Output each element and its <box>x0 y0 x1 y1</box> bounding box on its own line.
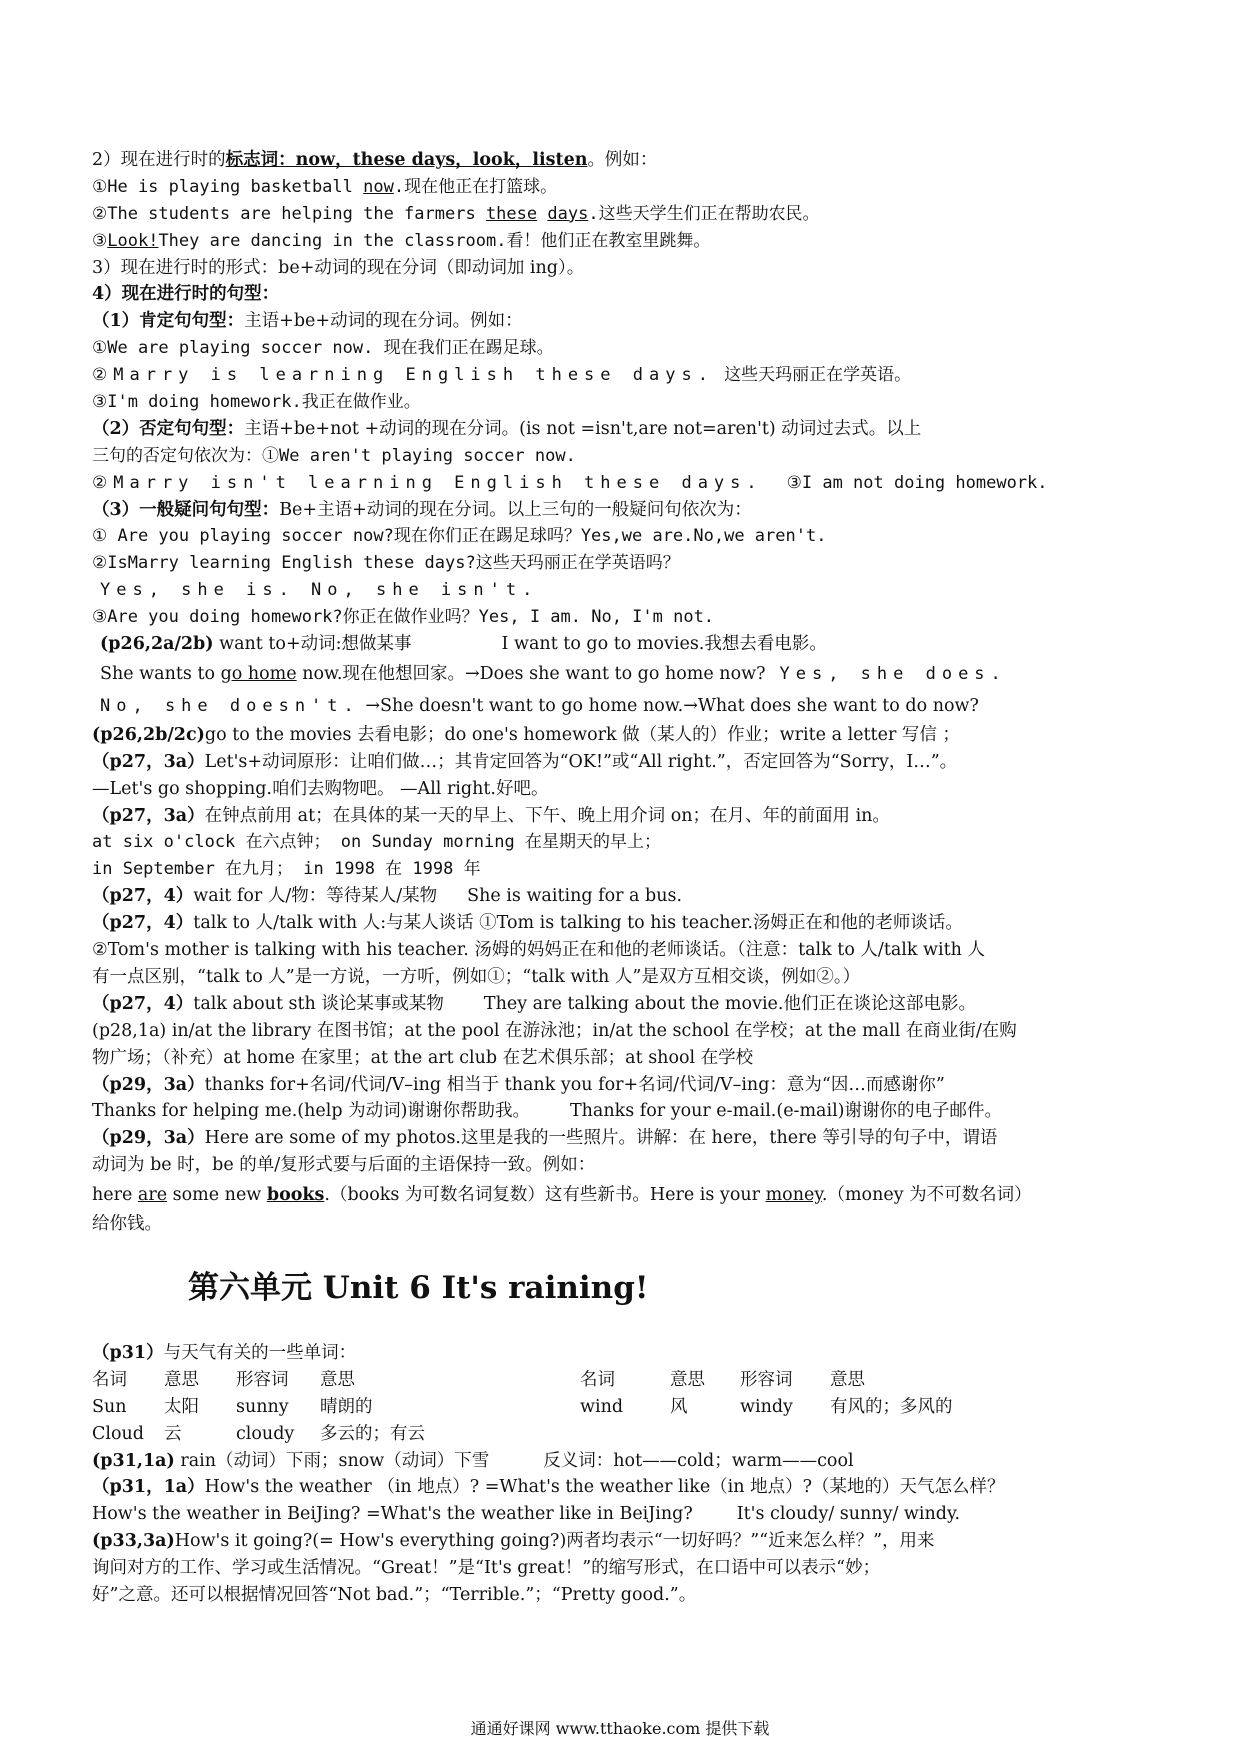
text-run: Thanks for your e-mail.(e-mail)谢谢你的电子邮件。 <box>569 1101 1003 1122</box>
text-line <box>92 308 1172 335</box>
heading-line: 4）现在进行时的句型： <box>92 284 280 305</box>
text-line <box>92 1072 1172 1099</box>
text-run: ③ <box>92 230 108 251</box>
bold-label: （p29，3a） <box>92 1074 205 1095</box>
bold-label: （p27，4） <box>92 993 194 1014</box>
vocab-cell: windy <box>740 1396 793 1417</box>
text-line: ②Tom's mother is talking with his teacher. 汤姆的妈妈正在和他的老师谈话。（注意：talk to 人/talk with 人 <box>92 940 985 961</box>
text-run: I want to go to movies.我想去看电影。 <box>501 634 827 655</box>
vocab-cell: cloudy <box>236 1423 295 1444</box>
vocab-cell: sunny <box>236 1396 289 1417</box>
text-run: It's cloudy/ sunny/ windy. <box>736 1504 961 1525</box>
vocab-cell: 名词 <box>580 1369 615 1390</box>
vocab-cell: Sun <box>92 1396 127 1417</box>
text-line: 好”之意。还可以根据情况回答“Not bad.”；“Terrible.”；“Pretty good.”。 <box>92 1585 697 1606</box>
text-line <box>92 722 1172 749</box>
text-run: How's the weather in BeiJing? =What's the weather like in BeiJing? <box>92 1504 693 1525</box>
text-line <box>92 1098 1172 1125</box>
text-run: 与天气有关的一些单词： <box>163 1343 357 1363</box>
vocab-cell: Cloud <box>92 1423 144 1444</box>
text-line <box>92 362 1172 389</box>
bold-label: (p31,1a) <box>92 1450 175 1471</box>
bold-label: (p26,2b/2c) <box>92 724 205 745</box>
text-run: thanks for+名词/代词/V–ing 相当于 thank you for+名词/代词/V–ing：意为“因…而感谢你” <box>204 1074 945 1095</box>
text-run: ②The students are helping the farmers <box>92 203 486 224</box>
text-line: 3）现在进行时的形式：be+动词的现在分词（即动词加 ing）。 <box>92 257 585 278</box>
text-run: ②Marry isn't learning English these days. <box>92 472 763 493</box>
text-run: ②Marry is learning English these days. <box>92 365 714 386</box>
text-run: She wants to <box>100 663 221 684</box>
text-line <box>92 470 1172 497</box>
text-line <box>92 658 1172 690</box>
bold-label: （p31，1a） <box>92 1477 205 1498</box>
text-line <box>92 803 1172 830</box>
bold-label: (p33,3a) <box>92 1531 175 1552</box>
text-line <box>92 389 1172 416</box>
text-run: want to+动词:想做某事 <box>213 634 412 655</box>
bold-label: （2）否定句句型： <box>92 418 245 439</box>
text-line: 有一点区别，“talk to 人”是一方说，一方听，例如①；“talk with 人”是双方互相交谈，例如②。） <box>92 966 861 987</box>
page-footer: 通通好课网 www.tthaoke.com 提供下载 <box>470 1719 770 1738</box>
vocab-cell: 名词 <box>92 1369 127 1390</box>
text-line <box>92 631 1172 658</box>
text-run: Here are some of my photos.这里是我的一些照片。讲解：在 here，there 等引导的句子中，谓语 <box>204 1128 998 1149</box>
text-run: .这些天学生们正在帮助农民。 <box>588 203 820 224</box>
underlined-word: money <box>765 1185 822 1206</box>
bold-label: （p27，4） <box>92 886 194 907</box>
text-line <box>92 1125 1172 1152</box>
bold-label: （3）一般疑问句句型： <box>92 499 280 520</box>
text-line <box>92 1501 1172 1528</box>
text-line <box>92 1448 1172 1475</box>
vocab-cell: 有风的；多风的 <box>830 1396 953 1417</box>
underlined-word: are <box>137 1185 168 1206</box>
text-line: ①We are playing soccer now. 现在我们正在踢足球。 <box>92 338 554 359</box>
text-line <box>92 991 1172 1018</box>
text-run: How's it going?(= How's everything going?)两者均表示“一切好吗？”“近来怎么样？”，用来 <box>174 1531 935 1552</box>
text-line: ① Are you playing soccer now?现在你们正在踢足球吗？Yes,we are.No,we aren't. <box>92 526 827 547</box>
underlined-word: Look! <box>107 230 159 251</box>
vocab-cell: 意思 <box>164 1369 199 1390</box>
text-run: 主语+be+动词的现在分词。例如： <box>244 311 523 332</box>
bold-label: (p26,2a/2b) <box>100 634 214 655</box>
text-run: ③I am not doing homework. <box>786 472 1048 493</box>
text-line <box>92 690 1172 722</box>
bold-label: （1）肯定句句型： <box>92 311 245 332</box>
text-run: .（money 为不可数名词） <box>821 1185 1032 1206</box>
text-line <box>92 883 1172 910</box>
text-run: →She doesn't want to go home now.→What does she want to do now? <box>359 695 979 716</box>
notes-page <box>92 147 1172 1238</box>
text-run: Let's+动词原形：让咱们做…；其肯定回答为“OK!”或“All right.”，否定回答为“Sorry，I…”。 <box>204 751 958 772</box>
text-line <box>92 228 1172 255</box>
text-line <box>92 910 1172 937</box>
bold-label: （p27，3a） <box>92 751 205 772</box>
vocab-cell: 形容词 <box>740 1369 793 1390</box>
text-line: 三句的否定句依次为：①We aren't playing soccer now. <box>92 445 576 466</box>
vocab-cell: 意思 <box>320 1369 355 1390</box>
text-line: in September 在九月； in 1998 在 1998 年 <box>92 859 481 880</box>
text-run: ③I'm doing homework. <box>92 392 302 413</box>
text-run: No, she doesn't. <box>100 695 360 716</box>
text-run: Thanks for helping me.(help 为动词)谢谢你帮助我。 <box>92 1101 530 1122</box>
underlined-word: go home <box>220 663 297 684</box>
text-run: They are talking about the movie.他们正在谈论这部电影。 <box>483 993 976 1014</box>
text-run: .（books 为可数名词复数）这有些新书。Here is your <box>324 1185 766 1206</box>
text-run: 在钟点前用 at；在具体的某一天的早上、下午、晚上用介词 on；在月、年的前面用 in。 <box>204 805 890 826</box>
text-line: 动词为 be 时，be 的单/复形式要与后面的主语保持一致。例如： <box>92 1155 596 1176</box>
text-run: some new <box>167 1185 267 1206</box>
text-line <box>92 416 1172 443</box>
text-run: 主语+be+not +动词的现在分词。(is not =isn't,are not=aren't) 动词过去式。以上 <box>244 418 922 439</box>
text-line: 物广场；（补充）at home 在家里；at the art club 在艺术俱乐部；at shool 在学校 <box>92 1047 754 1068</box>
text-run: 我正在做作业。 <box>301 392 421 413</box>
text-line: —Let's go shopping.咱们去购物吧。 —All right.好吧。 <box>92 778 549 799</box>
text-run: 这些天玛丽正在学英语。 <box>713 365 912 386</box>
vocab-header <box>92 1367 1172 1394</box>
underlined-word: days <box>547 203 589 224</box>
vocab-cell: 多云的；有云 <box>320 1423 425 1444</box>
text-line <box>92 1340 1172 1367</box>
text-run: Be+主语+动词的现在分词。以上三句的一般疑问句依次为： <box>279 499 752 520</box>
unit-section <box>92 1340 1172 1609</box>
text-run: They are dancing in the classroom.看！他们正在教室里跳舞。 <box>158 230 711 251</box>
text-line <box>92 497 1172 524</box>
text-run: 2）现在进行时的 <box>92 150 226 170</box>
vocab-row <box>92 1394 1172 1421</box>
text-line <box>92 1528 1172 1555</box>
text-run: wait for 人/物：等待某人/某物 <box>193 886 438 907</box>
bold-label: （p29，3a） <box>92 1128 205 1149</box>
text-run: 。例如： <box>587 150 658 170</box>
text-run <box>537 204 547 224</box>
underlined-word: these <box>485 203 538 224</box>
vocab-cell: 意思 <box>670 1369 705 1390</box>
vocab-cell: 风 <box>670 1396 688 1417</box>
text-run: rain（动词）下雨；snow（动词）下雪 <box>174 1450 490 1471</box>
text-run: go to the movies 去看电影；do one's homework 做（某人的）作业；write a letter 写信 ； <box>204 724 960 745</box>
text-run: now.现在他想回家。→Does she want to go home now? <box>296 663 766 684</box>
underlined-word: now <box>363 176 394 197</box>
text-line: Yes, she is. No, she isn't. <box>100 580 539 601</box>
vocab-cell: 云 <box>164 1423 182 1444</box>
text-run: She is waiting for a bus. <box>467 886 683 907</box>
text-line <box>92 147 1172 174</box>
vocab-cell: 意思 <box>830 1369 865 1390</box>
text-run: How's the weather （in 地点）? =What's the weather like（in 地点）?（某地的）天气怎么样？ <box>204 1477 1005 1498</box>
text-line: 给你钱。 <box>92 1214 162 1235</box>
text-line <box>92 1474 1172 1501</box>
underlined-word: books <box>266 1185 325 1206</box>
text-line: ②IsMarry learning English these days?这些天玛丽正在学英语吗？ <box>92 553 680 574</box>
vocab-cell: 晴朗的 <box>320 1396 373 1417</box>
text-run: here <box>92 1185 138 1206</box>
keywords: 标志词：now，these days，look，listen <box>225 150 588 170</box>
text-run: Yes, she does. <box>779 663 1007 684</box>
vocab-cell: wind <box>580 1396 624 1417</box>
bold-label: （p27，3a） <box>92 805 205 826</box>
vocab-row <box>92 1421 1172 1448</box>
unit-title: 第六单元 Unit 6 It's raining! <box>188 1270 649 1306</box>
text-run: 反义词：hot——cold；warm——cool <box>543 1450 854 1471</box>
text-line <box>92 1179 1172 1211</box>
vocab-cell: 形容词 <box>236 1369 289 1390</box>
text-run: talk about sth 谈论某事或某物 <box>193 993 444 1014</box>
text-run: talk to 人/talk with 人:与某人谈话 ①Tom is talking to his teacher.汤姆正在和他的老师谈话。 <box>193 913 963 934</box>
vocab-cell: 太阳 <box>164 1396 199 1417</box>
text-line: ③Are you doing homework?你正在做作业吗？Yes, I am. No, I'm not. <box>92 607 715 628</box>
text-run: ①He is playing basketball <box>92 176 364 197</box>
bold-label: （p31） <box>92 1343 164 1363</box>
text-line: at six o'clock 在六点钟； on Sunday morning 在星期天的早上； <box>92 832 661 853</box>
text-line: (p28,1a) in/at the library 在图书馆；at the pool 在游泳池；in/at the school 在学校；at the mall 在商业街/在购 <box>92 1020 1017 1041</box>
text-line: 询问对方的工作、学习或生活情况。“Great！”是“It's great！”的缩写形式，在口语中可以表示“妙； <box>92 1558 881 1579</box>
text-line <box>92 201 1172 228</box>
text-run: .现在他正在打篮球。 <box>393 176 558 197</box>
text-line <box>92 174 1172 201</box>
text-line <box>92 749 1172 776</box>
bold-label: （p27，4） <box>92 913 194 934</box>
